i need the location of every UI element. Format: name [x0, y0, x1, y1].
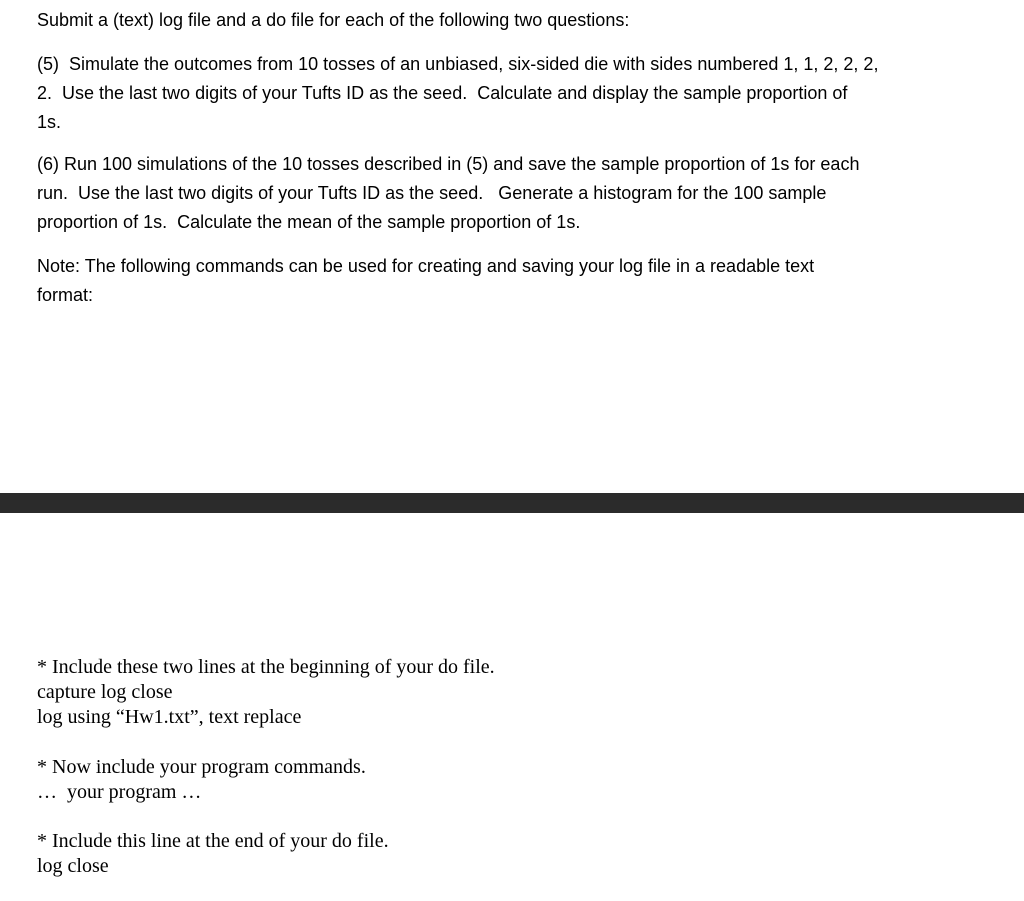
page-divider-bar: [0, 493, 1024, 513]
question-6-line-2: run. Use the last two digits of your Tufts ID as the seed. Generate a histogram for the 100 sample: [37, 183, 827, 203]
instructions-heading: [37, 6, 997, 35]
code-comment-begin: * Include these two lines at the beginning of your do file.: [37, 656, 495, 678]
question-5: [37, 50, 997, 137]
code-block-program: [37, 755, 997, 805]
question-5-line-1: (5) Simulate the outcomes from 10 tosses of an unbiased, six-sided die with sides numbered 1, 1, 2, 2, 2,: [37, 54, 879, 74]
question-5-line-3: 1s.: [37, 112, 62, 132]
code-block-end: [37, 829, 997, 879]
question-6-line-3: proportion of 1s. Calculate the mean of the sample proportion of 1s.: [37, 212, 581, 232]
note-line-1: Note: The following commands can be used for creating and saving your log file in a readable text: [37, 256, 815, 276]
code-line-your-program: … your program …: [37, 781, 202, 803]
code-block-begin: [37, 655, 997, 730]
code-comment-end: * Include this line at the end of your do file.: [37, 830, 389, 852]
code-comment-program: * Now include your program commands.: [37, 756, 366, 778]
code-line-capture-log-close: capture log close: [37, 681, 173, 703]
instructions-heading-text: Submit a (text) log file and a do file for each of the following two questions:: [37, 10, 630, 30]
code-line-log-using: log using “Hw1.txt”, text replace: [37, 706, 302, 728]
question-6-line-1: (6) Run 100 simulations of the 10 tosses described in (5) and save the sample proportion of 1s for each: [37, 154, 860, 174]
code-line-log-close: log close: [37, 855, 109, 877]
note-line-2: format:: [37, 285, 94, 305]
question-6: [37, 150, 997, 237]
note-paragraph: [37, 252, 997, 310]
question-5-line-2: 2. Use the last two digits of your Tufts ID as the seed. Calculate and display the sample proportion of: [37, 83, 848, 103]
